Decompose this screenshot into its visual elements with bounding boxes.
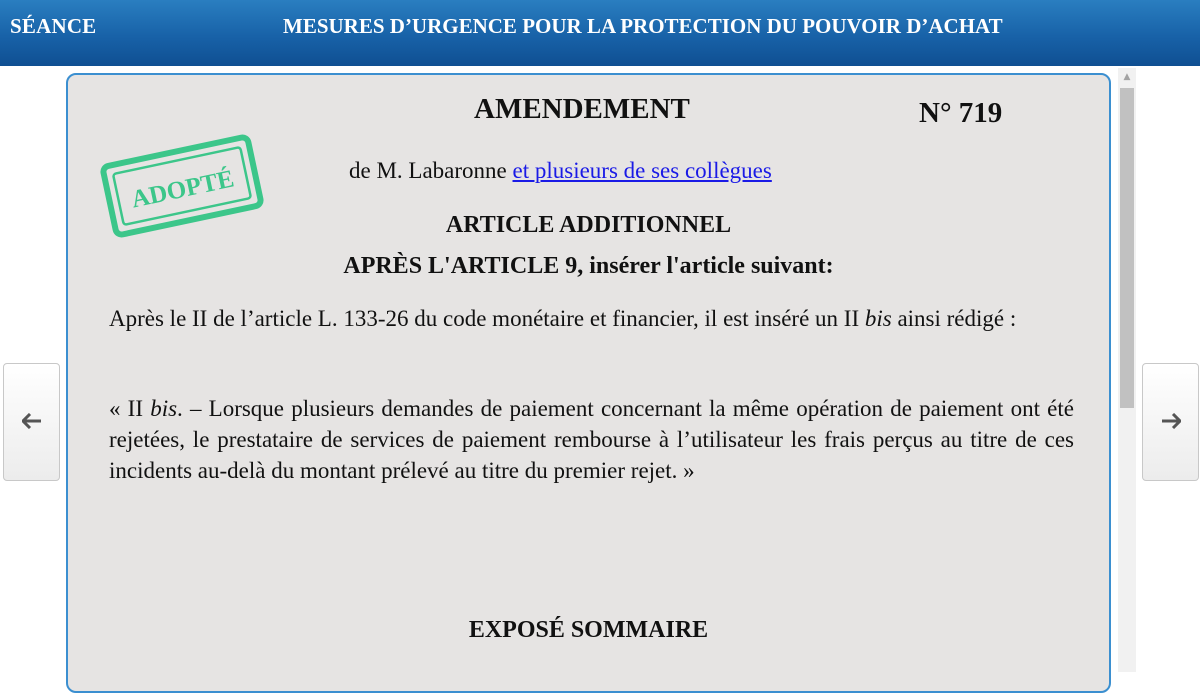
amendment-paragraph-2: « II bis. – Lorsque plusieurs demandes de paiement concernant la même opération de paiement ont été rejetées, le prestataire de services de paiement rembourse à l’utilisateur les frais perçus au titre de ces incidents au-delà du montant prélevé au titre du premier rejet. » (109, 396, 1074, 483)
top-header-bar (0, 0, 1200, 66)
article-instruction: APRÈS L'ARTICLE 9, insérer l'article suivant: (343, 253, 834, 279)
amendment-document (66, 73, 1111, 693)
amendment-number: N° 719 (919, 97, 1003, 129)
co-authors-link[interactable]: et plusieurs de ses collègues (512, 158, 772, 183)
previous-amendment-button[interactable] (3, 363, 60, 481)
amendment-heading: AMENDEMENT (474, 93, 690, 125)
article-label: ARTICLE ADDITIONNEL (445, 212, 732, 238)
authors-prefix: de M. Labaronne (349, 158, 507, 183)
section-label: SÉANCE (10, 14, 97, 38)
page-title: MESURES D’URGENCE POUR LA PROTECTION DU POUVOIR D’ACHAT (283, 14, 1003, 38)
amendment-paragraph-1: Après le II de l’article L. 133-26 du code monétaire et financier, il est inséré un II bis ainsi rédigé : (109, 306, 1017, 331)
document-scrollbar[interactable] (1118, 68, 1136, 672)
next-amendment-button[interactable] (1142, 363, 1199, 481)
arrow-right-icon (1161, 410, 1181, 435)
scroll-up-arrow-icon[interactable]: ▲ (1123, 72, 1131, 82)
scrollbar-thumb[interactable] (1120, 88, 1134, 408)
stamp-text: ADOPTÉ (128, 165, 237, 214)
amendment-authors (349, 158, 772, 184)
summary-heading: EXPOSÉ SOMMAIRE (468, 617, 709, 643)
arrow-left-icon (22, 410, 42, 435)
